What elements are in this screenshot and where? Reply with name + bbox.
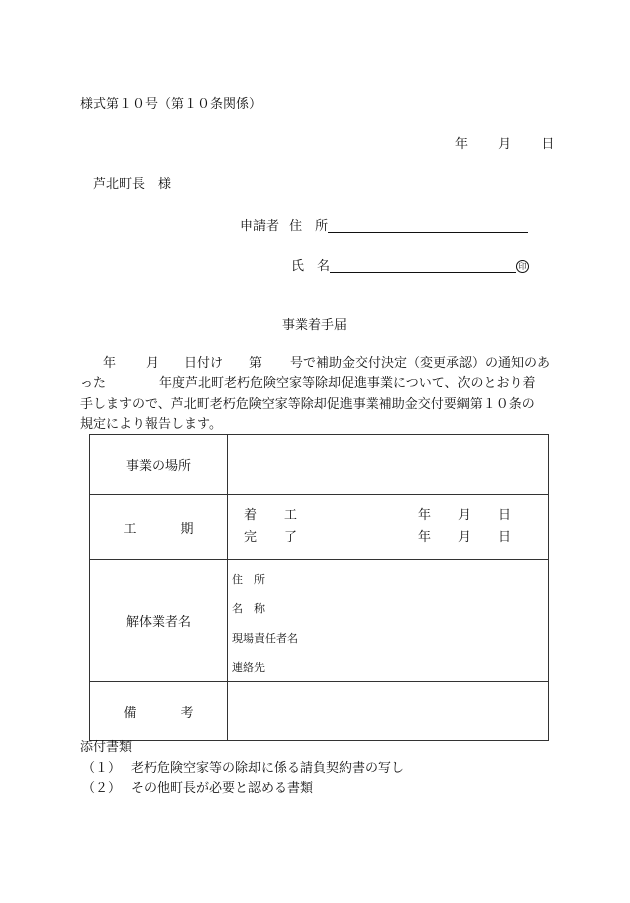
contractor-label: 解体業者名 <box>90 560 228 682</box>
contractor-name: 名 称 <box>232 602 265 615</box>
attachment-item-2: （２） その他町長が必要と認める書類 <box>82 781 314 796</box>
name-label: 氏 名 <box>291 259 331 274</box>
date-year: 年 <box>455 137 469 152</box>
start-label: 着 <box>244 508 258 523</box>
contractor-address: 住 所 <box>232 573 265 586</box>
date-month: 月 <box>498 137 512 152</box>
attachment-item-1: （１） 老朽危険空家等の除却に係る請負契約書の写し <box>82 761 405 776</box>
remarks-label: 備 考 <box>90 682 228 741</box>
name-field[interactable] <box>330 258 516 273</box>
end-year: 年 <box>418 530 432 545</box>
contractor-manager: 現場責任者名 <box>232 632 298 645</box>
contractor-contact: 連絡先 <box>232 661 265 674</box>
table-row <box>90 495 549 560</box>
document-title: 事業着手届 <box>282 318 348 333</box>
date-line <box>455 138 554 151</box>
contractor-field[interactable] <box>228 560 549 682</box>
body-line-3: 手しますので、芦北町老朽危険空家等除却促進事業補助金交付要綱第１０条の <box>80 397 535 412</box>
address-field[interactable] <box>328 218 528 233</box>
period-label: 工 期 <box>90 495 228 560</box>
body-line-4: 規定により報告します。 <box>80 417 222 432</box>
address-label: 住 所 <box>289 219 329 234</box>
remarks-field[interactable] <box>228 682 549 741</box>
place-label: 事業の場所 <box>90 435 228 495</box>
place-field[interactable] <box>228 435 549 495</box>
applicant-name-line <box>291 258 529 273</box>
form-number: 様式第１０号（第１０条関係） <box>80 97 263 112</box>
table-row <box>90 682 549 741</box>
end-label: 完 <box>244 530 258 545</box>
period-field[interactable]: 着 工 年 月 日 完 了 年 月 日 <box>228 495 549 560</box>
applicant-role: 申請者 <box>240 219 280 234</box>
addressee: 芦北町長 様 <box>93 177 172 192</box>
start-year: 年 <box>418 508 432 523</box>
report-table <box>89 434 549 741</box>
table-row <box>90 560 549 682</box>
seal-icon: 印 <box>516 260 529 273</box>
date-day: 日 <box>541 137 555 152</box>
attachments-title: 添付書類 <box>80 740 133 755</box>
table-row <box>90 435 549 495</box>
applicant-address-line <box>240 218 528 233</box>
